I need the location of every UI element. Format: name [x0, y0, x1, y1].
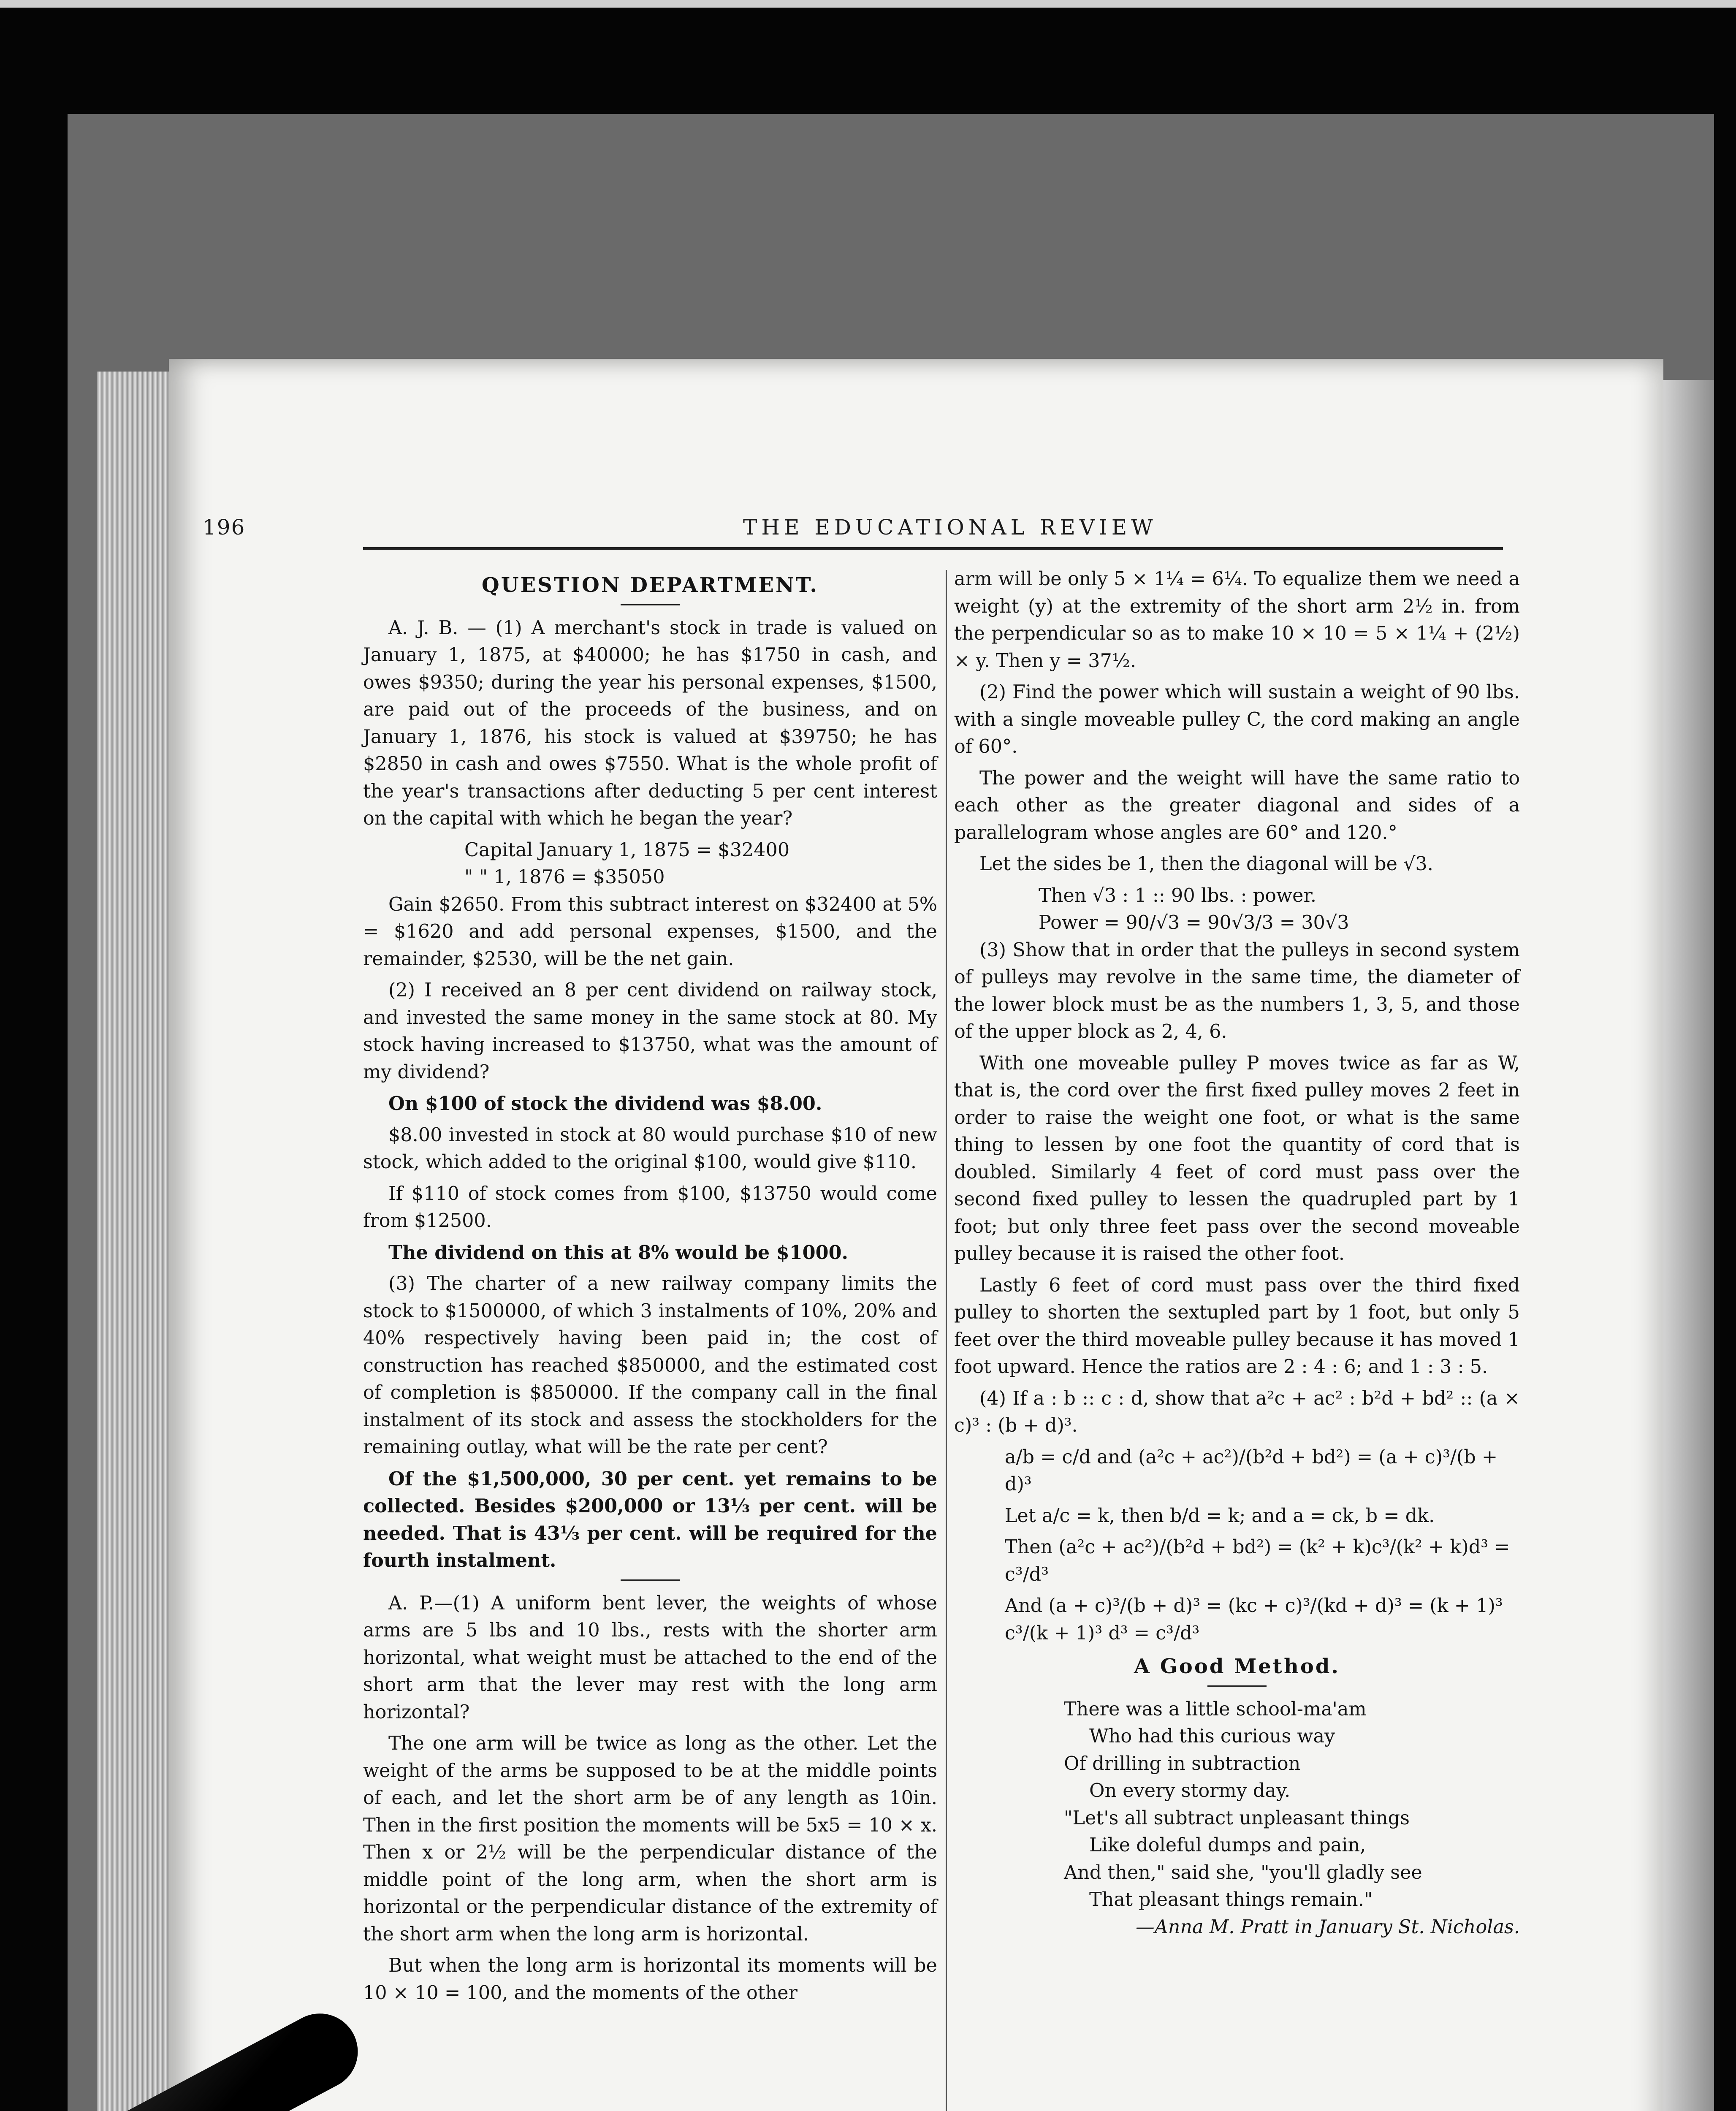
answer-2-line-2: $8.00 invested in stock at 80 would purchase $10 of new stock, which added to the original $100, would give $110.: [363, 1124, 937, 1173]
poem-attribution: —Anna M. Pratt in January St. Nicholas.: [1136, 1916, 1520, 1938]
math-line-3: Then (a²c + ac²)/(b²d + bd²) = (k² + k)c³/(k² + k)d³ = c³/d³: [1005, 1536, 1510, 1585]
divider-rule: [621, 1579, 680, 1581]
question-7: (4) If a : b :: c : d, show that a²c + ac² : b²d + bd² :: (a × c)³ : (b + d)³.: [954, 1387, 1520, 1436]
poem-line-6: Like doleful dumps and pain,: [1089, 1834, 1366, 1856]
answer-5-line-1: The power and the weight will have the same ratio to each other as the greater diagonal and sides of a parallelogram whose angles are 60° and 120.°: [954, 767, 1520, 844]
question-6: (3) Show that in order that the pulleys in second system of pulleys may revolve in the same time, the diameter of the lower block must be as the numbers 1, 3, 5, and those of the upper block as 2, 4, 6.: [954, 939, 1520, 1042]
section-rule: [621, 604, 680, 605]
question-4: A. P.—(1) A uniform bent lever, the weights of whose arms are 5 lbs and 10 lbs., rests with the shorter arm horizontal, what weight must be attached to the end of the short arm that the lever may rest with the long arm horizontal?: [363, 1592, 937, 1723]
question-1: A. J. B. — (1) A merchant's stock in trade is valued on January 1, 1875, at $40000; he has $1750 in cash, and owes $9350; during the year his personal expenses, $1500, are paid out of the proceeds of the business, and on January 1, 1876, his stock is valued at $39750; he has $2850 in cash and owes $7550. What is the whole profit of the year's transactions after deducting 5 per cent interest on the capital with which he began the year?: [363, 617, 937, 829]
page-stack-edges: [97, 372, 169, 2111]
calc-line-2: " " 1, 1876 = $35050: [464, 866, 665, 888]
poem-rule: [1207, 1685, 1267, 1687]
running-head: [203, 515, 1503, 545]
answer-2-line-4: The dividend on this at 8% would be $1000.: [388, 1241, 849, 1264]
poem-line-5: "Let's all subtract unpleasant things: [1064, 1807, 1410, 1829]
right-page-edge: [1659, 380, 1714, 2111]
answer-6-part-1: With one moveable pulley P moves twice as far as W, that is, the cord over the first fixed pulley moves 2 feet in order to raise the weight one foot, or what is the same thing to lessen by one foot the quantity of cord that is doubled. Similarly 4 feet of cord must pass over the second fixed pulley to lessen the quadrupled part by 1 foot; but only three feet pass over the second moveable pulley because it is raised the other foot.: [954, 1052, 1520, 1264]
poem-line-7: And then," said she, "you'll gladly see: [1064, 1861, 1422, 1883]
poem-line-3: Of drilling in subtraction: [1064, 1753, 1301, 1775]
left-column: [363, 566, 937, 2011]
answer-4-continued: arm will be only 5 × 1¼ = 6¼. To equalize them we need a weight (y) at the extremity of the short arm 2½ in. from the perpendicular so as to make 10 × 10 = 5 × 1¼ + (2½) × y. Then y = 37½.: [954, 568, 1520, 672]
scan-top-edge: [0, 0, 1736, 8]
header-rule: [363, 547, 1503, 550]
answer-6-part-2: Lastly 6 feet of cord must pass over the third fixed pulley to shorten the sextupled part by 1 foot, but only 5 feet over the third moveable pulley because it has moved 1 foot upward. Hence the ratios are 2 : 4 : 6; and 1 : 3 : 5.: [954, 1274, 1520, 1378]
question-3: (3) The charter of a new railway company limits the stock to $1500000, of which 3 instalments of 10%, 20% and 40% respectively having been paid in; the cost of construction has reached $850000, and the estimated cost of completion is $850000. If the company call in the final instalment of its stock and assess the stockholders for the remaining outlay, what will be the rate per cent?: [363, 1273, 937, 1458]
math-line-4: And (a + c)³/(b + d)³ = (kc + c)³/(kd + d)³ = (k + 1)³ c³/(k + 1)³ d³ = c³/d³: [1005, 1595, 1503, 1644]
math-line-2: Let a/c = k, then b/d = k; and a = ck, b = dk.: [1005, 1505, 1435, 1527]
answer-3: Of the $1,500,000, 30 per cent. yet remains to be collected. Besides $200,000 or 13⅓ per cent. will be needed. That is 43⅓ per cent. will be required for the fourth instalment.: [363, 1468, 937, 1571]
answer-2-line-1: On $100 of stock the dividend was $8.00.: [388, 1093, 822, 1115]
answer-4-part-1: The one arm will be twice as long as the other. Let the weight of the arms be supposed to be at the middle points of each, and let the short arm be of any length as 10in. Then in the first position the moments will be 5x5 = 10 × x. Then x or 2½ will be the perpendicular distance of the middle point of the long arm, when the short arm is horizontal or the perpendicular distance of the extremity of the short arm when the long arm is horizontal.: [363, 1733, 937, 1945]
answer-1: Gain $2650. From this subtract interest on $32400 at 5% = $1620 and add personal expenses, $1500, and the remainder, $2530, will be the net gain.: [363, 893, 937, 970]
math-line-1: a/b = c/d and (a²c + ac²)/(b²d + bd²) = (a + c)³/(b + d)³: [1005, 1446, 1498, 1495]
page-number: 196: [203, 515, 246, 540]
answer-2-line-3: If $110 of stock comes from $100, $13750 would come from $12500.: [363, 1183, 937, 1232]
answer-5-line-3: Then √3 : 1 :: 90 lbs. : power.: [1039, 885, 1317, 906]
calc-line-1: Capital January 1, 1875 = $32400: [464, 839, 790, 861]
section-title: QUESTION DEPARTMENT.: [481, 573, 819, 597]
journal-title: THE EDUCATIONAL REVIEW: [743, 515, 1157, 540]
answer-4-part-2: But when the long arm is horizontal its moments will be 10 × 10 = 100, and the moments of the other: [363, 1955, 937, 2004]
question-5: (2) Find the power which will sustain a weight of 90 lbs. with a single moveable pulley C, the cord making an angle of 60°.: [954, 681, 1520, 757]
poem-line-4: On every stormy day.: [1089, 1780, 1291, 1802]
answer-5-line-2: Let the sides be 1, then the diagonal will be √3.: [979, 853, 1433, 875]
right-column: [954, 566, 1520, 1941]
answer-5-line-4: Power = 90/√3 = 90√3/3 = 30√3: [1039, 912, 1349, 933]
poem-line-1: There was a little school-ma'am: [1064, 1698, 1367, 1720]
column-divider: [946, 570, 947, 2111]
question-2: (2) I received an 8 per cent dividend on railway stock, and invested the same money in the same stock at 80. My stock having increased to $13750, what was the amount of my dividend?: [363, 980, 937, 1083]
poem-line-8: That pleasant things remain.": [1089, 1889, 1373, 1910]
poem-title: A Good Method.: [1134, 1655, 1340, 1678]
poem-line-2: Who had this curious way: [1089, 1726, 1335, 1747]
